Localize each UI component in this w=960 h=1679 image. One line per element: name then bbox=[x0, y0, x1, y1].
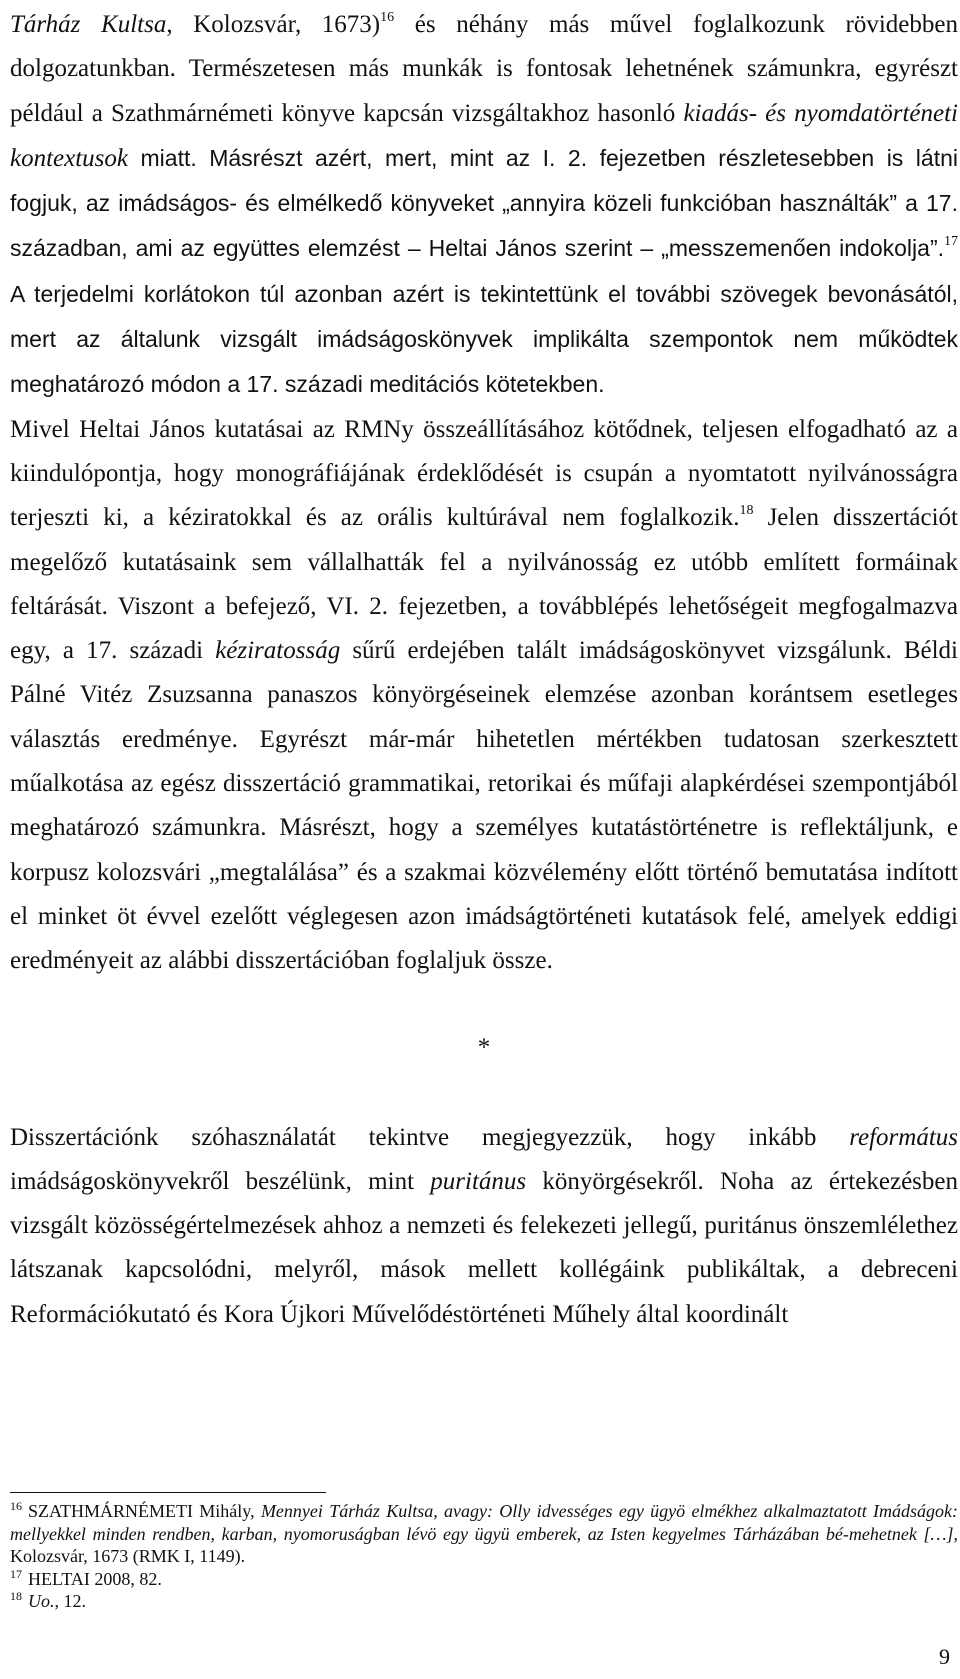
footnote-16-imprint: , Kolozsvár, 1673 (RMK I, 1149). bbox=[10, 1523, 958, 1566]
paragraph-1 bbox=[10, 3, 958, 408]
footnote-18-page: , 12. bbox=[54, 1591, 86, 1611]
footnote-18-ibid: Uo. bbox=[28, 1591, 55, 1611]
p3-italic-puritanus: puritánus bbox=[430, 1167, 527, 1195]
footnote-ref-17[interactable]: 17 bbox=[944, 234, 958, 250]
p1-text-a: , Kolozsvár, 1673) bbox=[166, 11, 381, 38]
footnote-number-18: 18 bbox=[10, 1589, 22, 1603]
p1-italic-phrase: kiadás- és nyomdatörténeti kontextusok bbox=[10, 99, 958, 172]
p3-text-a: Disszertációnk szóhasználatát tekintve megjegyezzük, hogy inkább bbox=[10, 1123, 850, 1151]
p2-italic-word: kéziratosság bbox=[215, 637, 341, 665]
footnote-number-17: 17 bbox=[10, 1566, 22, 1581]
p1-text-c: miatt. Másrészt azért, mert, mint az I. 2. fejezetben részletesebben is látni fogjuk, az imádságos- és elmélkedő könyveket „annyira közeli funkcióban használták” a 17. században, ami az együttes elemzést – Heltai János szerint – „messzemenően indokolja”. bbox=[10, 144, 958, 262]
footnote-ref-16[interactable]: 16 bbox=[380, 10, 395, 25]
p1-title-italic: Tárház Kultsa bbox=[10, 11, 167, 38]
p1-text-b: és néhány más művel foglalkozunk rövidebben dolgozatunkban. Természetesen más munkák is fontosak lehetnének számunkra, egyrészt például a Szathmárnémeti könyve kapcsán vizsgáltakhoz hasonló bbox=[10, 11, 958, 127]
paragraph-3 bbox=[10, 1116, 958, 1337]
footnote-number-16: 16 bbox=[10, 1499, 22, 1513]
p3-text-c: könyörgésekről. Noha az értekezésben vizsgált közösségértelmezések ahhoz a nemzeti és felekezeti jellegű, puritánus önszemlélethez látszanak kapcsolódni, melyről, mások mellett kollégáink publikáltak, a debreceni Reformációkutató és Kora Újkori Művelődéstörténeti Műhely által koordinált bbox=[10, 1167, 958, 1328]
p3-italic-reformatus: református bbox=[849, 1123, 958, 1151]
section-divider-asterisk: * bbox=[477, 1033, 491, 1061]
p2-text-a: Mivel Heltai János kutatásai az RMNy összeállításához kötődnek, teljesen elfogadható az a kiindulópontja, hogy monográfiájának érdeklődését is csupán a nyomtatott nyilvánosságra terjeszti ki, a kéziratokkal és az orális kultúrával nem foglalkozik. bbox=[10, 415, 958, 532]
footnote-separator bbox=[10, 1492, 326, 1493]
footnote-18 bbox=[10, 1590, 958, 1613]
paragraph-2 bbox=[10, 408, 958, 984]
footnote-17-text: HELTAI 2008, 82. bbox=[28, 1568, 162, 1589]
footnote-16-author: SZATHMÁRNÉMETI Mihály, bbox=[28, 1501, 261, 1521]
footnote-ref-18[interactable]: 18 bbox=[739, 503, 754, 519]
p1-text-d: A terjedelmi korlátokon túl azonban azért is tekintettünk el további szövegek bevonásától, mert az általunk vizsgált imádságoskönyvek implikálta szempontok nem működtek meghatározó módon a 17. századi meditációs kötetekben. bbox=[10, 280, 958, 398]
p2-text-c: sűrű erdejében talált imádságoskönyvet vizsgálunk. Béldi Pálné Vitéz Zsuzsanna panaszos könyörgéseinek elemzése azonban korántsem esetleges választás eredménye. Egyrészt már-már hihetetlen mértékben tudatosan szerkesztett műalkotása az egész disszertáció grammatikai, retorikai és műfaji alapkérdései szempontjából meghatározó számunkra. Másrészt, hogy a személyes kutatástörténetre is reflektáljunk, e korpusz kolozsvári „megtalálása” és a szakmai közvélemény előtt történő bemutatása indított el minket öt évvel ezelőtt véglegesen azon imádságtörténeti kutatások felé, amelyek eddigi eredményeit az alábbi disszertációban foglaljuk össze. bbox=[10, 637, 958, 975]
p3-text-b: imádságoskönyvekről beszélünk, mint bbox=[10, 1167, 431, 1195]
footnote-16-title: Mennyei Tárház Kultsa, avagy: Olly idvességes egy ügyö elmékhez alkalmaztatott Imádságok: mellyekkel minden rendben, karban, nyomoruságban lévö egy ügyü emberek, az Isten kegyelmes Tárházában bé-mehetnek […] bbox=[10, 1501, 958, 1544]
p2-text-b: Jelen disszertációt megelőző kutatásaink sem vállalhatták fel a nyilvánosság ez utóbb említett formáinak feltárását. Viszont a befejező, VI. 2. fejezetben, a továbblépés lehetőségeit megfogalmazva egy, a 17. századi bbox=[10, 504, 958, 665]
document-page bbox=[10, 0, 958, 1337]
footnote-17 bbox=[10, 1568, 958, 1591]
footnotes bbox=[10, 1500, 958, 1613]
footnote-16 bbox=[10, 1500, 958, 1568]
page-number: 9 bbox=[939, 1644, 950, 1669]
